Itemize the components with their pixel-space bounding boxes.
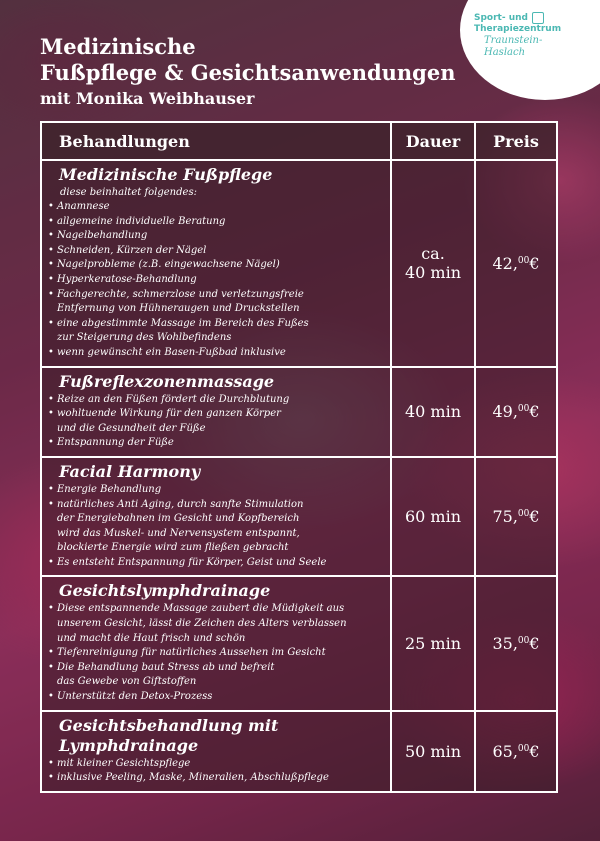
list-item — [48, 602, 384, 646]
text-line: Entfernung von Hühneraugen und Druckstellen — [57, 303, 300, 315]
price-main: 75, — [492, 507, 518, 527]
duration-cell — [391, 457, 475, 577]
duration-prefix: ca. — [421, 244, 445, 264]
list-item — [48, 200, 384, 215]
treatment-points — [48, 200, 384, 361]
list-item — [48, 661, 384, 690]
list-item — [48, 288, 384, 317]
price-main: 65, — [492, 741, 518, 761]
text-line: Nagelbehandlung — [57, 230, 148, 242]
price-cents: 00 — [517, 509, 530, 520]
logo-line-1 — [474, 12, 582, 24]
table-header-row — [41, 122, 557, 160]
text-line: Diese entspannende Massage zaubert die Müdigkeit aus — [57, 603, 345, 615]
price-main: 35, — [492, 634, 518, 654]
list-item — [48, 317, 384, 346]
price-cents: 00 — [517, 636, 530, 647]
text-line: Unterstützt den Detox-Prozess — [57, 691, 213, 703]
text-line: Nagelprobleme (z.B. eingewachsene Nägel) — [57, 259, 280, 271]
column-header-treatments: Behandlungen — [41, 122, 391, 160]
list-item — [48, 498, 384, 556]
table-row — [41, 160, 557, 367]
text-line: mit kleiner Gesichtspflege — [57, 757, 191, 769]
column-header-duration: Dauer — [391, 122, 475, 160]
text-line: Fachgerechte, schmerzlose und verletzungsfreie — [57, 288, 304, 300]
duration-value: 40 min — [404, 402, 462, 422]
price-main: 49, — [492, 402, 518, 422]
treatment-name — [48, 716, 384, 756]
text-line: wohltuende Wirkung für den ganzen Körper — [57, 408, 281, 420]
list-item — [48, 757, 384, 772]
price-main: 42, — [492, 253, 518, 273]
text-line: Gesichtsbehandlung mit — [59, 715, 279, 735]
treatment-cell — [41, 576, 391, 710]
text-line: Facial Harmony — [59, 461, 201, 481]
treatment-cell — [41, 160, 391, 367]
list-item — [48, 258, 384, 273]
text-line: der Energiebahnen im Gesicht und Kopfbereich — [57, 513, 300, 525]
treatment-cell — [41, 457, 391, 577]
text-line: eine abgestimmte Massage im Bereich des Fußes — [57, 317, 309, 329]
treatment-name — [48, 581, 384, 601]
price-currency: € — [529, 741, 540, 761]
logo-text-1: Sport- und — [474, 12, 528, 23]
text-line: Gesichtslymphdrainage — [59, 581, 271, 601]
page-title — [40, 34, 456, 86]
treatment-points — [48, 757, 384, 786]
text-line: Die Behandlung baut Stress ab und befreit — [57, 661, 275, 673]
list-item — [48, 690, 384, 705]
text-line: Tiefenreinigung für natürliches Aussehen im Gesicht — [57, 647, 326, 659]
list-item — [48, 646, 384, 661]
text-line: Schneiden, Kürzen der Nägel — [57, 244, 207, 256]
price-currency: € — [529, 253, 540, 273]
page-subtitle: mit Monika Weibhauser — [40, 89, 255, 108]
list-item — [48, 346, 384, 361]
treatment-name — [48, 372, 384, 392]
column-header-price: Preis — [475, 122, 557, 160]
duration-cell — [391, 711, 475, 792]
duration-cell — [391, 576, 475, 710]
price-cents: 00 — [517, 255, 530, 266]
title-line-2: Fußpflege & Gesichtsanwendungen — [40, 60, 456, 85]
text-line: zur Steigerung des Wohlbefindens — [57, 332, 232, 344]
table-row — [41, 457, 557, 577]
price-cell — [475, 367, 557, 457]
list-item — [48, 244, 384, 259]
treatment-cell — [41, 711, 391, 792]
price-currency: € — [529, 402, 540, 422]
price-cents: 00 — [517, 743, 530, 754]
page-header — [40, 34, 456, 109]
list-item — [48, 407, 384, 436]
table-row — [41, 367, 557, 457]
duration-cell — [391, 160, 475, 367]
text-line: Anamnese — [57, 201, 110, 212]
list-item — [48, 483, 384, 498]
treatment-intro: diese beinhaltet folgendes: — [60, 187, 197, 198]
list-item — [48, 393, 384, 408]
building-icon — [532, 12, 544, 24]
text-line: und macht die Haut frisch und schön — [57, 632, 246, 644]
text-line: allgemeine individuelle Beratung — [57, 215, 226, 227]
duration-value: 50 min — [404, 741, 462, 761]
text-line: und die Gesundheit der Füße — [57, 422, 206, 434]
duration-value: 40 min — [404, 263, 462, 283]
list-item — [48, 556, 384, 571]
text-line: Reize an den Füßen fördert die Durchblutung — [57, 393, 290, 405]
treatment-name — [48, 462, 384, 482]
table-row — [41, 711, 557, 792]
treatment-points — [48, 483, 384, 571]
price-cents: 00 — [517, 404, 530, 415]
list-item — [48, 215, 384, 230]
text-line: wird das Muskel- und Nervensystem entspannt, — [57, 527, 300, 539]
list-item — [48, 273, 384, 288]
treatment-points — [48, 602, 384, 704]
treatment-cell — [41, 367, 391, 457]
text-line: natürliches Anti Aging, durch sanfte Stimulation — [57, 498, 304, 510]
text-line: Medizinische Fußpflege — [59, 165, 273, 184]
price-cell — [475, 576, 557, 710]
list-item — [48, 229, 384, 244]
text-line: inklusive Peeling, Maske, Mineralien, Abschlußpflege — [57, 772, 329, 784]
text-line: blockierte Energie wird zum fließen gebracht — [57, 542, 289, 554]
price-cell — [475, 711, 557, 792]
text-line: unserem Gesicht, lässt die Zeichen des Alters verblassen — [57, 618, 347, 630]
treatment-points — [48, 393, 384, 451]
title-line-1: Medizinische — [40, 34, 196, 59]
price-cell — [475, 457, 557, 577]
text-line: Es entsteht Entspannung für Körper, Geist und Seele — [57, 556, 327, 568]
duration-cell — [391, 367, 475, 457]
list-item — [48, 436, 384, 451]
duration-value: 60 min — [404, 507, 462, 527]
duration-value: 25 min — [404, 634, 462, 654]
text-line: Lymphdrainage — [59, 735, 199, 755]
price-currency: € — [529, 507, 540, 527]
price-currency: € — [529, 634, 540, 654]
text-line: wenn gewünscht ein Basen-Fußbad inklusive — [57, 346, 286, 358]
text-line: das Gewebe von Giftstoffen — [57, 676, 197, 688]
text-line: Hyperkeratose-Behandlung — [57, 273, 197, 285]
logo — [474, 12, 582, 59]
logo-line-2: Therapiezentrum — [474, 24, 562, 34]
text-line: Energie Behandlung — [57, 483, 162, 495]
price-cell — [475, 160, 557, 367]
logo-line-3: Traunstein-Haslach — [484, 35, 543, 58]
text-line: Fußreflexzonenmassage — [59, 371, 275, 391]
table-row — [41, 576, 557, 710]
treatment-table — [40, 121, 558, 793]
list-item — [48, 771, 384, 786]
treatment-name — [48, 165, 384, 185]
text-line: Entspannung der Füße — [57, 437, 174, 449]
